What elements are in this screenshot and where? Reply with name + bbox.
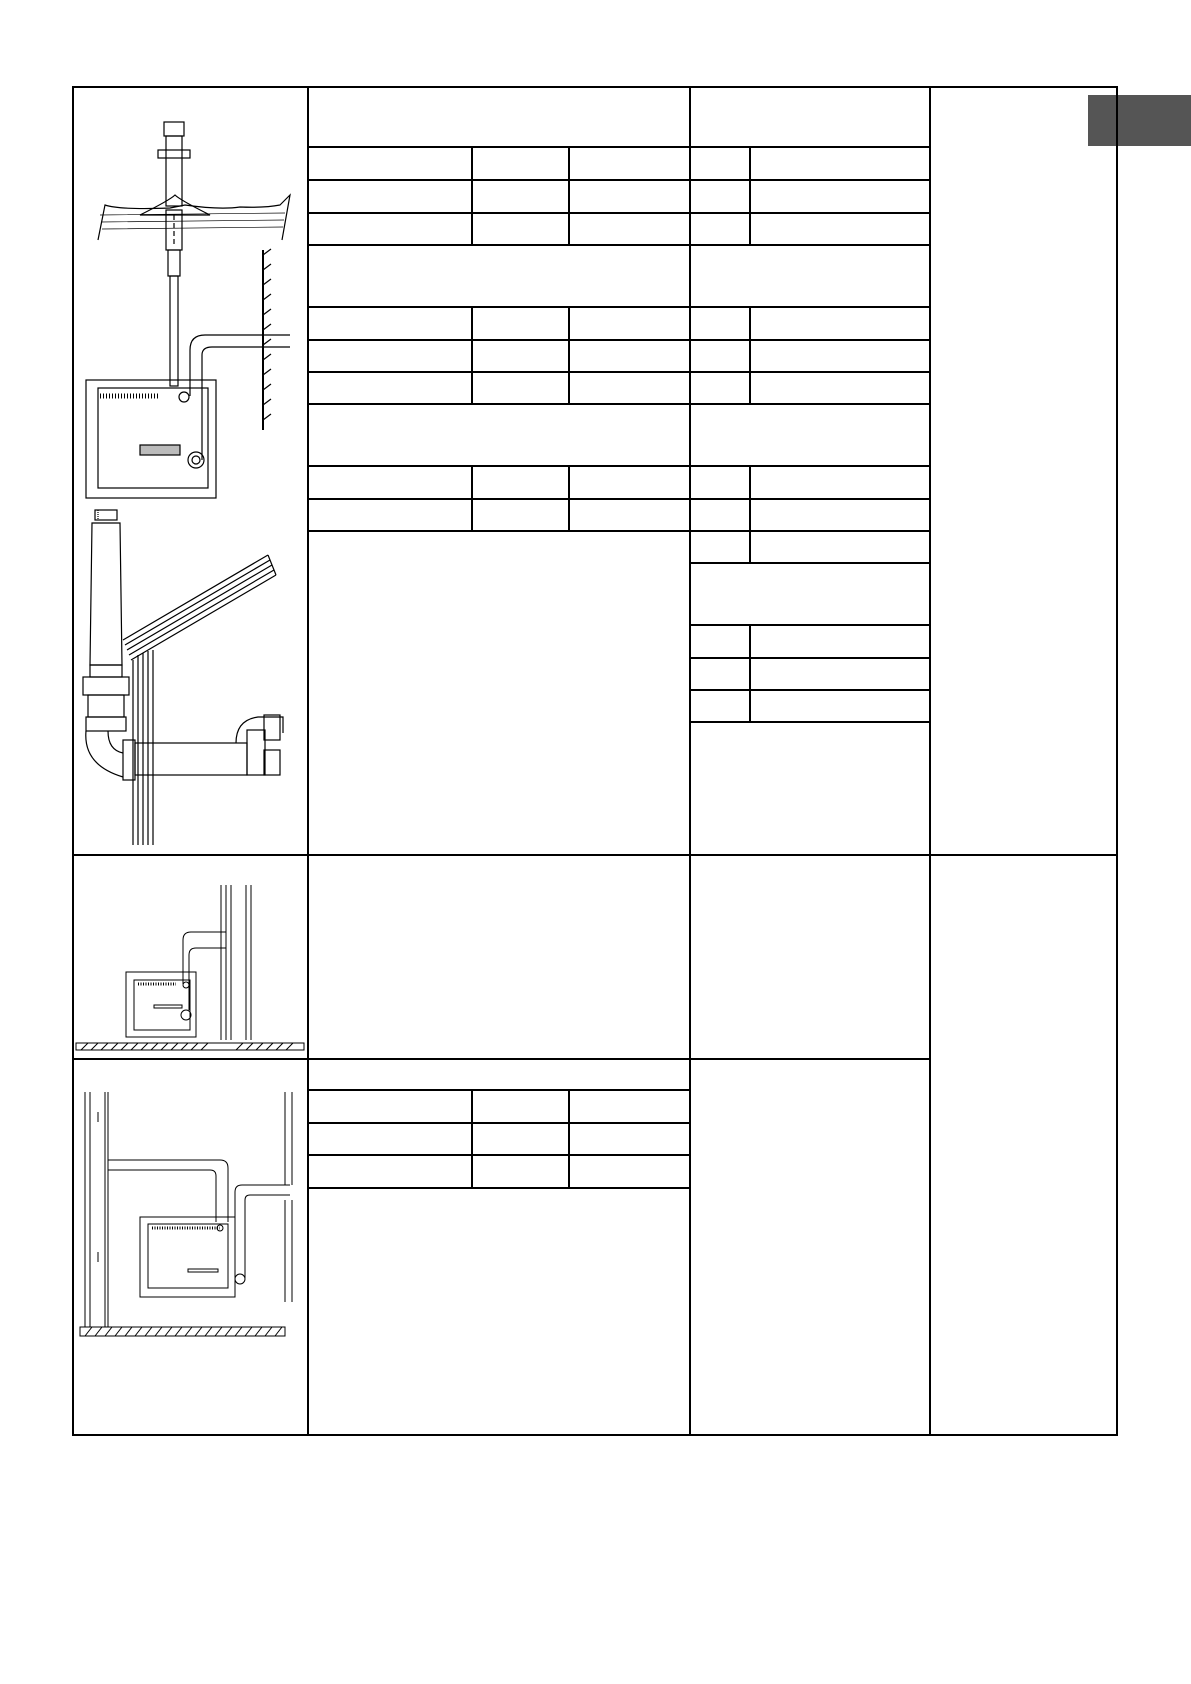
section-1-notes <box>312 535 684 849</box>
horizontal-flue-terminal-diagram-icon <box>78 505 306 850</box>
column-divider-3 <box>929 86 931 1436</box>
section-3-values <box>694 1062 924 1430</box>
section-1-subheading-b-right <box>694 249 924 303</box>
chimney-duct-flue-diagram-icon <box>76 880 304 1050</box>
section-1-subheading-c <box>312 408 684 462</box>
section-2-description <box>312 860 684 1054</box>
section-1-right-subheading <box>694 566 924 620</box>
section-1-remarks <box>934 92 1112 850</box>
section-divider-1 <box>72 854 1118 856</box>
section-1-subheading-c-right <box>694 408 924 462</box>
section-1-heading <box>312 92 684 142</box>
table-cell <box>312 149 467 177</box>
roof-vertical-flue-diagram-icon <box>80 110 300 500</box>
column-divider-2 <box>689 86 691 1436</box>
column-divider-1 <box>307 86 309 1436</box>
section-2-remarks <box>934 860 1112 1430</box>
section-2-values <box>694 860 924 1054</box>
section-3-heading <box>312 1062 684 1086</box>
twin-pipe-flue-diagram-icon <box>80 1082 305 1336</box>
section-divider-2 <box>72 1058 931 1060</box>
section-1-subheading-b <box>312 249 684 303</box>
section-1-column-2-heading <box>694 92 924 142</box>
section-3-notes <box>312 1192 684 1430</box>
